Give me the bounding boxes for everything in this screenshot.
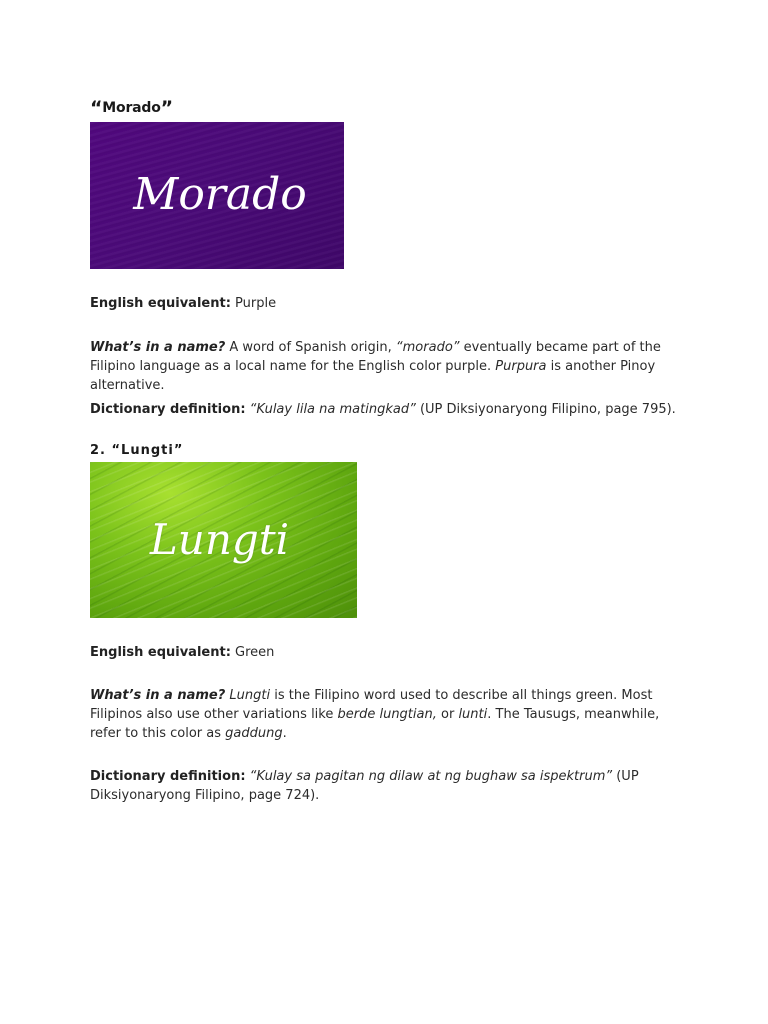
name-label: What’s in a name?	[90, 688, 226, 703]
banner-word: Morado	[133, 169, 307, 220]
section-title: Morado	[102, 100, 161, 116]
section-heading-lungti: 2. “Lungti”	[90, 443, 184, 458]
whats-in-a-name-morado	[90, 338, 680, 395]
whats-in-a-name-lungti	[90, 686, 680, 743]
dict-label: Dictionary definition:	[90, 769, 246, 784]
dict-quote: “Kulay lila na matingkad”	[249, 402, 416, 417]
name-text: is another Pinoy alternative.	[90, 359, 656, 393]
name-text: eventually became part of the Filipino language as a local name for the English color purple.	[90, 340, 661, 374]
english-label: English equivalent:	[90, 645, 231, 660]
english-equivalent-lungti	[90, 643, 680, 662]
morado-banner-image	[90, 122, 344, 269]
close-quote: ”	[160, 97, 173, 119]
name-variation: gaddung	[225, 726, 283, 741]
section-heading-morado	[90, 97, 173, 119]
english-label: English equivalent:	[90, 296, 231, 311]
name-label: What’s in a name?	[90, 340, 226, 355]
name-alt: Purpura	[495, 359, 547, 374]
open-quote: “	[90, 97, 103, 119]
name-text: or	[436, 707, 459, 722]
banner-word: Lungti	[149, 514, 290, 564]
english-value: Green	[235, 645, 275, 660]
name-text: . The Tausugs, meanwhile, refer to this color as	[90, 707, 660, 741]
english-equivalent-morado	[90, 294, 680, 313]
name-variation: lunti	[458, 707, 488, 722]
lungti-banner-image	[90, 462, 357, 618]
dictionary-definition-lungti	[90, 767, 680, 805]
dict-source: (UP Diksiyonaryong Filipino, page 724).	[90, 769, 639, 803]
dict-source: (UP Diksiyonaryong Filipino, page 795).	[415, 402, 676, 417]
name-text: .	[282, 726, 287, 741]
name-text: A word of Spanish origin,	[225, 340, 396, 355]
name-text: is the Filipino word used to describe all things green. Most Filipinos also use other variations like	[90, 688, 653, 722]
name-variation: berde lungtian,	[337, 707, 437, 722]
dict-quote: “Kulay sa pagitan ng dilaw at ng bughaw sa ispektrum”	[249, 769, 613, 784]
dictionary-definition-morado	[90, 400, 680, 419]
name-term: Lungti	[229, 688, 271, 703]
dict-label: Dictionary definition:	[90, 402, 246, 417]
name-term: “morado”	[395, 340, 460, 355]
english-value: Purple	[235, 296, 277, 311]
